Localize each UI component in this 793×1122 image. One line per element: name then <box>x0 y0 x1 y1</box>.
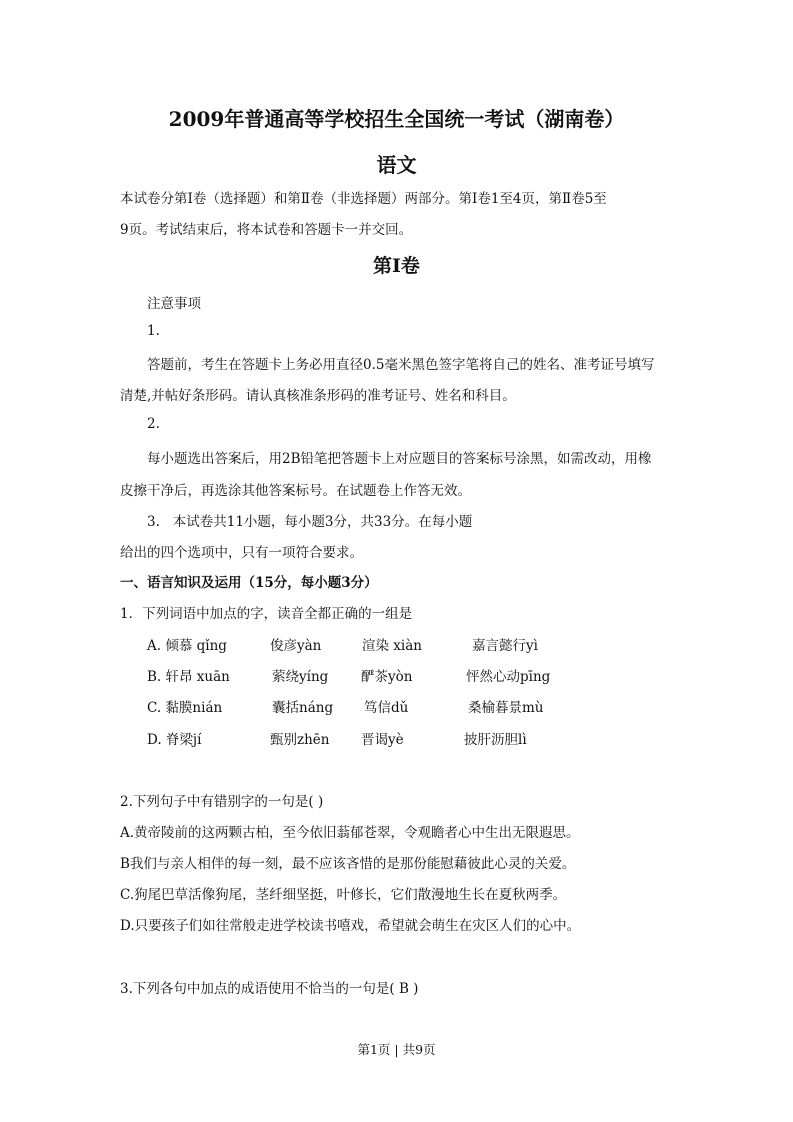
q2-option-a: A.黄帝陵前的这两颗古柏，至今依旧蓊郁苍翠，令观瞻者心中生出无限遐思。 <box>120 825 580 841</box>
note-3-line-2: 给出的四个选项中，只有一项符合要求。 <box>120 545 363 561</box>
note-number-2: 2. <box>147 416 160 432</box>
q1-option-c-word-4: 桑榆暮景mù <box>468 700 544 716</box>
page-footer: 第1页 | 共9页 <box>357 1042 436 1057</box>
q1-option-d-word-1: D. 脊梁jí <box>147 732 202 748</box>
q1-option-b-word-4: 怦然心动pīng <box>466 669 551 685</box>
q1-option-d-word-2: 甄别zhēn <box>270 732 330 748</box>
q1-option-b-word-3: 酽茶yòn <box>361 669 413 685</box>
note-1-line-2: 清楚,并帖好条形码。请认真核准条形码的准考证号、姓名和科目。 <box>120 388 516 404</box>
q1-option-c-word-2: 囊括náng <box>272 700 334 716</box>
subject-title: 语文 <box>376 153 417 177</box>
q1-option-a-word-3: 渲染 xiàn <box>362 638 422 654</box>
note-number-1: 1. <box>147 323 160 339</box>
q1-option-c-word-1: C. 黏膜nián <box>147 700 223 716</box>
q1-option-a-word-4: 嘉言懿行yì <box>472 638 538 654</box>
q1-option-d-word-3: 晋谒yè <box>361 732 404 748</box>
q1-option-b-word-1: B. 轩昂 xuān <box>147 669 230 685</box>
page-title: 2009年普通高等学校招生全国统一考试（湖南卷） <box>168 107 625 131</box>
intro-line-1: 本试卷分第Ⅰ卷（选择题）和第Ⅱ卷（非选择题）两部分。第Ⅰ卷1至4页，第Ⅱ卷5至 <box>120 191 607 207</box>
q1-option-b-word-2: 萦绕yíng <box>272 669 329 685</box>
note-2-line-2: 皮擦干净后，再选涂其他答案标号。在试题卷上作答无效。 <box>120 483 471 499</box>
question-2-stem: 2.下列句子中有错别字的一句是( ) <box>120 794 324 810</box>
q1-option-c-word-3: 笃信dǔ <box>364 700 409 716</box>
question-3-stem: 3.下列各句中加点的成语使用不恰当的一句是( B ) <box>120 981 419 997</box>
q1-option-a-word-2: 俊彦yàn <box>270 638 322 654</box>
note-2-line-1: 每小题选出答案后，用2B铅笔把答题卡上对应题目的答案标号涂黑，如需改动，用橡 <box>147 451 652 467</box>
question-1-stem: 1．下列词语中加点的字，读音全都正确的一组是 <box>120 606 413 622</box>
volume-title: 第Ⅰ卷 <box>373 255 420 277</box>
q2-option-d: D.只要孩子们如往常般走进学校读书嘻戏，希望就会萌生在灾区人们的心中。 <box>120 918 581 934</box>
q1-option-a-word-1: A. 倾慕 qǐng <box>147 638 227 654</box>
note-3-line-1: 3. 本试卷共11小题，每小题3分，共33分。在每小题 <box>147 514 473 530</box>
q2-option-c: C.狗尾巴草活像狗尾，茎纤细坚挺，叶修长，它们散漫地生长在夏秋两季。 <box>120 887 567 903</box>
intro-line-2: 9页。考试结束后，将本试卷和答题卡一并交回。 <box>120 222 413 238</box>
notes-heading: 注意事项 <box>147 296 201 312</box>
q1-option-d-word-4: 披肝沥胆lì <box>464 732 527 748</box>
q2-option-b: B我们与亲人相伴的每一刻，最不应该吝惜的是那份能慰藉彼此心灵的关爱。 <box>120 856 576 872</box>
note-1-line-1: 答题前，考生在答题卡上务必用直径0.5毫米黑色签字笔将自己的姓名、准考证号填写 <box>147 357 655 373</box>
section-heading: 一、语言知识及运用（15分，每小题3分） <box>120 575 378 591</box>
